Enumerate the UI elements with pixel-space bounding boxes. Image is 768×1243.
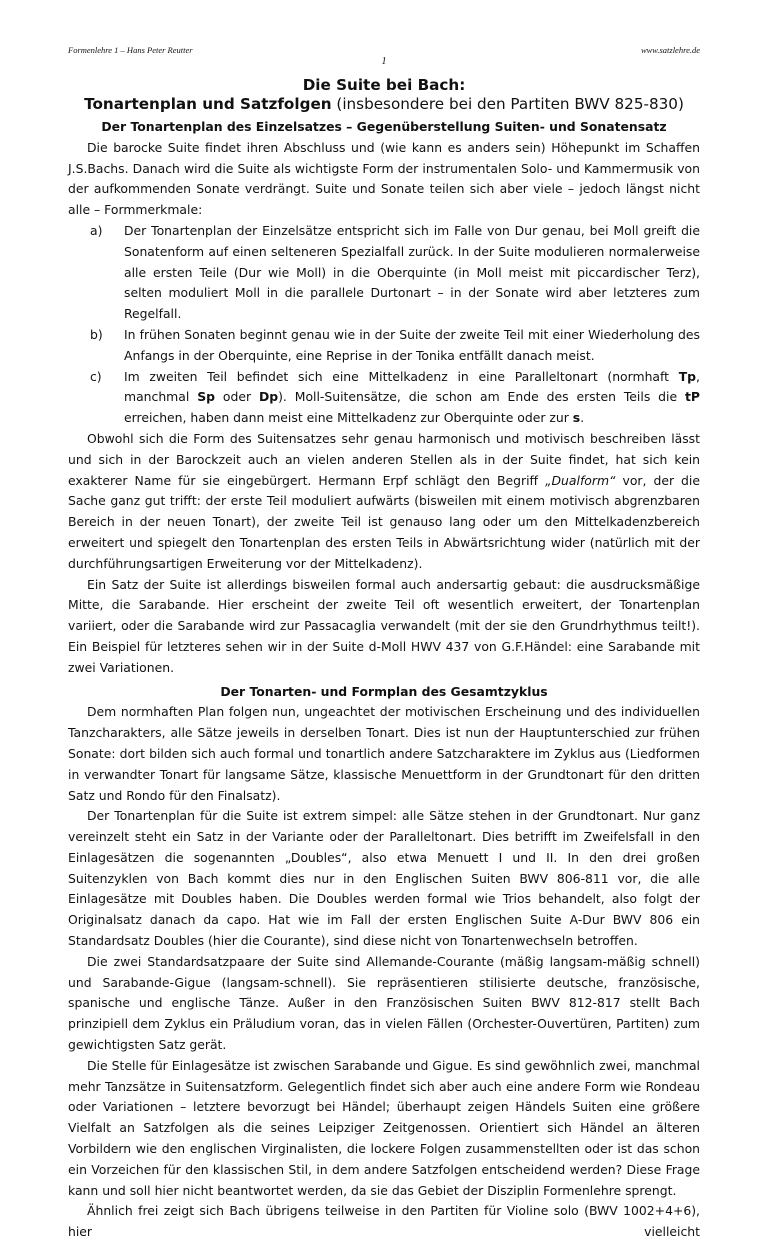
section-2-paragraph-1: Dem normhaften Plan folgen nun, ungeachtet der motivischen Erscheinung und des individuellen Tanzcharakters, alle Sätze jeweils in derselben Tonart. Dies ist nun der Hauptunterschied zur frühen Sonate: dort bilden sich auch formal und tonartlich andere Satzcharaktere im Zyklus aus (Liedformen in verwandter Tonart für langsame Sätze, klassische Menuettform in der Grundtonart für den dritten Satz und Rondo für den Finalsatz). [68, 704, 700, 803]
section-1-heading: Der Tonartenplan des Einzelsatzes – Gegenüberstellung Suiten- und Sonatensatz [101, 119, 667, 134]
title-block [68, 76, 700, 114]
list-c-dp: Dp [258, 389, 279, 405]
title-line-1: Die Suite bei Bach: [302, 76, 466, 94]
section-2-paragraph-2: Der Tonartenplan für die Suite ist extrem simpel: alle Sätze stehen in der Grundtonart. Nur ganz vereinzelt steht ein Satz in der Variante oder der Paralleltonart. Dies betrifft im Zweifelsfall in den Einlagesätzen die sogenannten „Doubles“, also etwa Menuett I und II. In den drei großen Suitenzyklen von Bach kommt dies nur in den Englischen Suiten BWV 806-811 vor, die alle Einlagesätze mit Doubles haben. Die Doubles werden formal wie Trios behandelt, also folgt der Originalsatz danach da capo. Hat wie im Fall der ersten Englischen Suite A-Dur BWV 806 ein Standardsatz Doubles (hier die Courante), sind diese nicht von Tonartenwechseln betroffen. [68, 808, 700, 949]
list-c-text-3: oder [214, 389, 259, 405]
title-line-2-bold: Tonartenplan und Satzfolgen [84, 95, 332, 113]
section-1-paragraph-3: Ein Satz der Suite ist allerdings bisweilen formal auch andersartig gebaut: die ausdrucksmäßige Mitte, die Sarabande. Hier erscheint der zweite Teil oft wesentlich erweitert, der Tonartenplan variiert, oder die Sarabande wird zur Passacaglia verwandelt (mit der sie den Grundrhythmus teilt!). Ein Beispiel für letzteres sehen wir in der Suite d-Moll HWV 437 von G.F.Händel: eine Sarabande mit zwei Variationen. [68, 576, 700, 675]
list-c-text-1: Im zweiten Teil befindet sich eine Mittelkadenz in eine Paralleltonart (normhaft [124, 368, 679, 384]
p2-dualform-term: „Dualform“ [545, 472, 616, 488]
section-2-paragraph-4: Die Stelle für Einlagesätze ist zwischen Sarabande und Gigue. Es sind gewöhnlich zwei, manchmal mehr Tanzsätze in Suitensatzform. Gelegentlich findet sich aber auch eine andere Form wie Rondeau oder Variationen – letztere bevorzugt bei Händel; überhaupt zeigen Händels Suiten eine größere Vielfalt an Satzfolgen als die seines Leipziger Zeitgenossen. Orientiert sich Händel an älteren Vorbildern wie den englischen Virginalisten, die lockere Folgen zusammenstellten oder ist das schon ein Vorzeichen für den klassischen Stil, in dem andere Satzfolgen entscheidend werden? Diese Frage kann und soll hier nicht beantwortet werden, da sie das Gebiet der Disziplin Formenlehre sprengt. [68, 1057, 700, 1198]
list-text-c [124, 367, 700, 429]
running-header [68, 44, 700, 56]
section-2-heading: Der Tonarten- und Formplan des Gesamtzyklus [220, 683, 548, 699]
list-c-tp: Tp [678, 368, 697, 384]
title-line-2-rest: (insbesondere bei den Partiten BWV 825-830) [331, 95, 684, 113]
page-number: 1 [381, 56, 387, 67]
list-c-text-6: . [580, 410, 585, 426]
title-line-2 [68, 95, 700, 114]
list-item-c [68, 367, 700, 429]
list-c-tp-minor: tP [684, 389, 700, 405]
list-c-text-2: , manchmal [124, 368, 700, 405]
section-1-paragraph-2 [68, 429, 700, 575]
list-label-c: c) [90, 368, 102, 384]
section-2-paragraph-5: Ähnlich frei zeigt sich Bach übrigens teilweise in den Partiten für Violine solo (BWV 1002+4+6), hier vielleicht [68, 1203, 700, 1240]
header-right: www.satzlehre.de [640, 45, 700, 55]
list-label-b: b) [90, 326, 103, 342]
p2-part-a: Obwohl sich die Form des Suitensatzes sehr genau harmonisch und motivisch beschreiben lässt und sich in der Barockzeit auch an vielen anderen Stellen als in der Suite findet, hat sich kein exakterer Name für sie eingebürgert. Hermann Erpf schlägt den Begriff [68, 430, 700, 488]
list-c-sp: Sp [197, 389, 215, 405]
list-text-a: Der Tonartenplan der Einzelsätze entspricht sich im Falle von Dur genau, bei Moll greift die Sonatenform auf einen selteneren Spezialfall zurück. In der Suite modulieren normalerweise alle ersten Teile (Dur wie Moll) in die Oberquinte (in Moll meist mit piccardischer Terz), selten moduliert Moll in die parallele Durtonart – in der Sonate wird aber letzteres zum Regelfall. [124, 222, 700, 322]
list-item-a [68, 221, 700, 325]
section-2-paragraph-3: Die zwei Standardsatzpaare der Suite sind Allemande-Courante (mäßig langsam-mäßig schnell) und Sarabande-Gigue (langsam-schnell). Sie repräsentieren stilisierte deutsche, französische, spanische und englische Tänze. Außer in den Französischen Suiten BWV 812-817 stellt Bach prinzipiell dem Zyklus ein Präludium voran, das in vielen Fällen (Orchester-Ouvertüren, Partiten) zum gewichtigsten Satz gerät. [68, 953, 700, 1053]
section-1-intro: Die barocke Suite findet ihren Abschluss und (wie kann es anders sein) Höhepunkt im Schaffen J.S.Bachs. Danach wird die Suite als wichtigste Form der instrumentalen Solo- und Kammermusik von der aufkommenden Sonate verdrängt. Suite und Sonate teilen sich aber viele – jedoch längst nicht alle – Formmerkmale: [68, 139, 700, 218]
list-text-b: In frühen Sonaten beginnt genau wie in der Suite der zweite Teil mit einer Wiederholung des Anfangs in der Oberquinte, eine Reprise in der Tonika entfällt danach meist. [124, 326, 700, 363]
list-c-text-5: erreichen, haben dann meist eine Mittelkadenz zur Oberquinte oder zur [124, 410, 573, 426]
list-c-s: s [572, 410, 581, 426]
header-left: Formenlehre 1 – Hans Peter Reutter [68, 45, 193, 55]
list-label-a: a) [90, 222, 103, 238]
p2-part-b: vor, der die Sache ganz gut trifft: der erste Teil moduliert aufwärts (bisweilen mit einem motivisch abgrenzbaren Bereich in der neuen Tonart), der zweite Teil ist genauso lang oder um den Mittelkadenzbereich erweitert und spiegelt den Tonartenplan des ersten Teils in Abwärtsrichtung wider (natürlich mit der durchführungsartigen Erweiterung vor der Mittelkadenz). [68, 472, 700, 571]
list-c-text-4: ). Moll-Suitensätze, die schon am Ende des ersten Teils die [278, 389, 685, 405]
list-item-b [68, 325, 700, 367]
